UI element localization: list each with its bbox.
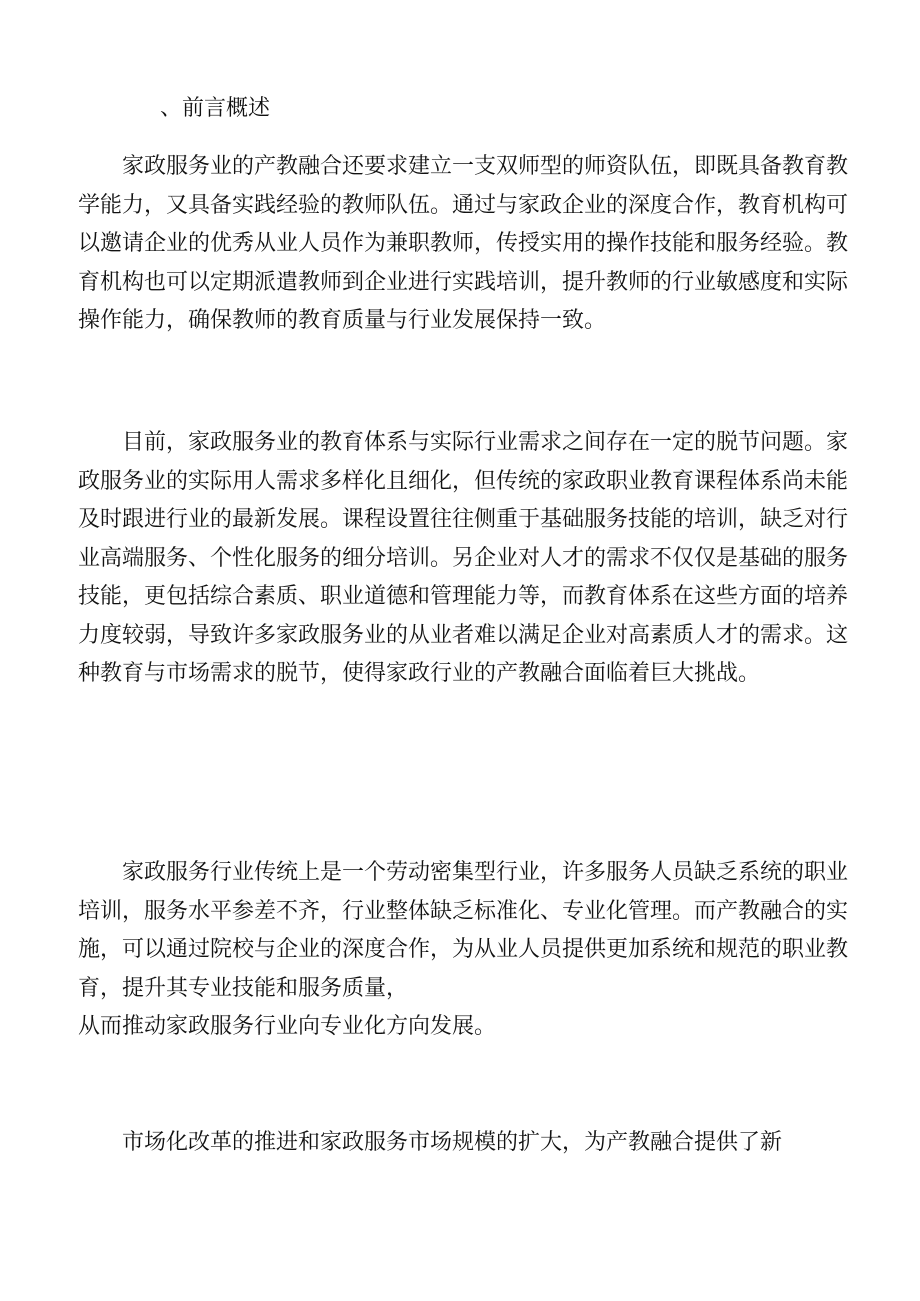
- paragraph-industry-traits-text: 家政服务行业传统上是一个劳动密集型行业，许多服务人员缺乏系统的职业培训，服务水平参差不齐，行业整体缺乏标准化、专业化管理。而产教融合的实施，可以通过院校与企业的深度合作，为从业人员提供更加系统和规范的职业教育，提升其专业技能和服务质量，: [78, 860, 849, 1001]
- paragraph-market-reform: 市场化改革的推进和家政服务市场规模的扩大，为产教融合提供了新: [122, 1130, 783, 1155]
- paragraph-teacher-team: 家政服务业的产教融合还要求建立一支双师型的师资队伍，即既具备教育教学能力，又具备实践经验的教师队伍。通过与家政企业的深度合作，教育机构可以邀请企业的优秀从业人员作为兼职教师，传授实用的操作技能和服务经验。教育机构也可以定期派遣教师到企业进行实践培训，提升教师的行业敏感度和实际操作能力，确保教师的教育质量与行业发展保持一致。: [78, 154, 849, 333]
- section-heading: 、前言概述: [160, 96, 271, 121]
- paragraph-industry-traits-continuation: 从而推动家政服务行业向专业化方向发展。: [78, 1014, 497, 1039]
- paragraph-education-gap: 目前，家政服务业的教育体系与实际行业需求之间存在一定的脱节问题。家政服务业的实际用人需求多样化且细化，但传统的家政职业教育课程体系尚未能及时跟进行业的最新发展。课程设置往往侧重于基础服务技能的培训，缺乏对行业高端服务、个性化服务的细分培训。另企业对人才的需求不仅仅是基础的服务技能，更包括综合素质、职业道德和管理能力等，而教育体系在这些方面的培养力度较弱，导致许多家政服务业的从业者难以满足企业对高素质人才的需求。这种教育与市场需求的脱节，使得家政行业的产教融合面临着巨大挑战。: [78, 430, 849, 686]
- paragraph-industry-traits: [78, 854, 848, 1047]
